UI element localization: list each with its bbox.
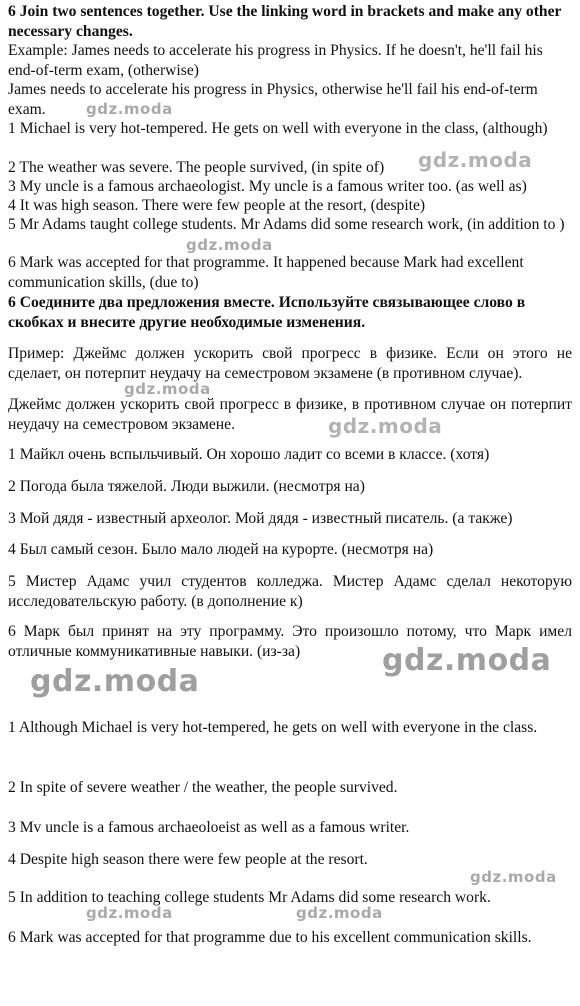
task-heading-ru: 6 Соедините два предложения вместе. Используйте связывающее слово в скобках и внесите другие необходимые изменения. [8, 294, 526, 331]
answer-3: 3 Mv uncle is a famous archaeoloeist as well as a famous writer. [8, 819, 410, 836]
answer-1: 1 Although Michael is very hot-tempered, he gets on well with everyone in the class. [8, 719, 538, 736]
task-item-ru-3: 3 Мой дядя - известный археолог. Мой дядя - известный писатель. (а также) [8, 510, 513, 527]
example-answer-ru: Джеймс должен ускорить свой прогресс в физике, в противном случае он потерпит неудачу на семестровом экзамене. [8, 396, 572, 433]
task-heading-en: 6 Join two sentences together. Use the linking word in brackets and make any other necessary changes. [8, 3, 562, 40]
watermark: gdz.moda [30, 664, 200, 699]
watermark: gdz.moda [382, 643, 552, 678]
task-item-en-1: 1 Michael is very hot-tempered. He gets on well with everyone in the class, (although) [8, 120, 548, 137]
task-item-ru-1: 1 Майкл очень вспыльчивый. Он хорошо ладит со всеми в классе. (хотя) [8, 446, 490, 463]
answer-5: 5 In addition to teaching college students Mr Adams did some research work. [8, 889, 491, 906]
watermark: gdz.moda [296, 904, 383, 922]
answer-2: 2 In spite of severe weather / the weather, the people survived. [8, 779, 398, 796]
task-item-en-4: 4 It was high season. There were few people at the resort, (despite) [8, 197, 426, 214]
answer-4: 4 Despite high season there were few people at the resort. [8, 851, 368, 868]
watermark: gdz.moda [328, 414, 443, 438]
task-item-ru-5: 5 Мистер Адамс учил студентов колледжа. Мистер Адамс сделал некоторую исследовательскую работу. (в дополнение к) [8, 573, 572, 610]
task-item-ru-2: 2 Погода была тяжелой. Люди выжили. (несмотря на) [8, 478, 365, 495]
watermark: gdz.moda [418, 148, 533, 172]
example-ru: Пример: Джеймс должен ускорить свой прогресс в физике. Если он этого не сделает, он потерпит неудачу на семестровом экзамене (в противном случае). [8, 345, 572, 382]
example-answer-en: James needs to accelerate his progress in Physics, otherwise he'll fail his end-of-term exam. [8, 81, 538, 118]
example-en: Example: James needs to accelerate his progress in Physics. If he doesn't, he'll fail his end-of-term exam, (otherwise) [8, 42, 543, 79]
watermark: gdz.moda [470, 868, 557, 886]
answer-6: 6 Mark was accepted for that programme due to his excellent communication skills. [8, 929, 532, 946]
task-item-en-2: 2 The weather was severe. The people survived, (in spite of) [8, 159, 385, 176]
task-item-en-6: 6 Mark was accepted for that programme. It happened because Mark had excellent communication skills, (due to) [8, 254, 524, 291]
watermark: gdz.moda [86, 904, 173, 922]
task-item-ru-6: 6 Марк был принят на эту программу. Это произошло потому, что Марк имел отличные коммуникативные навыки. (из-за) [8, 623, 572, 660]
watermark: gdz.moda [86, 100, 173, 118]
task-item-en-3: 3 My uncle is a famous archaeologist. My uncle is a famous writer too. (as well as) [8, 178, 527, 195]
watermark: gdz.moda [124, 380, 211, 398]
task-item-ru-4: 4 Был самый сезон. Было мало людей на курорте. (несмотря на) [8, 541, 434, 558]
task-item-en-5: 5 Mr Adams taught college students. Mr Adams did some research work, (in addition to ) [8, 216, 565, 233]
watermark: gdz.moda [186, 236, 273, 254]
